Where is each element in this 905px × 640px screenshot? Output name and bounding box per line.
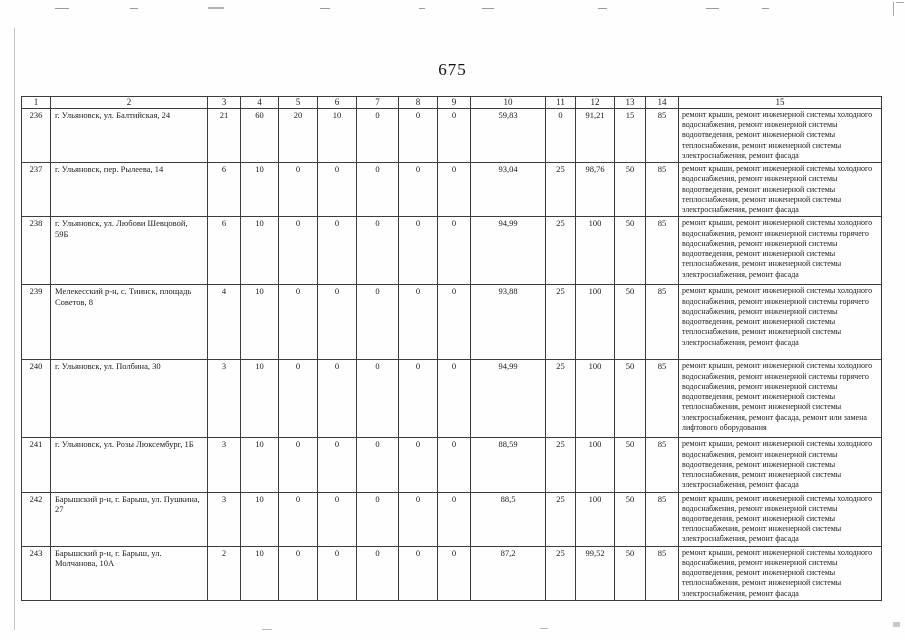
row-number-cell: 238 — [22, 217, 51, 285]
value-cell-10: 93,04 — [471, 163, 546, 217]
value-cell-6: 0 — [318, 285, 357, 360]
value-cell-14: 85 — [646, 360, 679, 438]
address-cell: г. Ульяновск, ул. Балтийская, 24 — [51, 109, 208, 163]
scan-artifact — [893, 2, 894, 16]
scan-artifact — [208, 7, 224, 9]
repairs-table — [21, 96, 882, 601]
value-cell-10: 88,5 — [471, 492, 546, 546]
value-cell-5: 0 — [279, 360, 318, 438]
value-cell-13: 50 — [615, 285, 646, 360]
scan-artifact — [320, 8, 330, 9]
value-cell-8: 0 — [399, 360, 438, 438]
row-number-cell: 241 — [22, 438, 51, 492]
value-cell-6: 10 — [318, 109, 357, 163]
value-cell-3: 3 — [208, 438, 241, 492]
value-cell-9: 0 — [438, 438, 471, 492]
value-cell-12: 98,76 — [576, 163, 615, 217]
column-header-8: 8 — [399, 97, 438, 109]
works-cell: ремонт крыши, ремонт инженерной системы холодного водоснабжения, ремонт инженерной системы водоотведения, ремонт инженерной системы теплоснабжения, ремонт инженерной системы электроснабжения, ремонт фасада — [679, 546, 882, 600]
column-header-13: 13 — [615, 97, 646, 109]
scan-artifact — [706, 8, 719, 9]
table-row — [22, 217, 882, 285]
scan-artifact — [130, 8, 138, 9]
value-cell-14: 85 — [646, 163, 679, 217]
works-cell: ремонт крыши, ремонт инженерной системы холодного водоснабжения, ремонт инженерной системы горячего водоснабжения, ремонт инженерной системы водоотведения, ремонт инженерной системы теплоснабжения, ремонт инженерной системы электроснабжения, ремонт фасада — [679, 217, 882, 285]
table-row — [22, 546, 882, 600]
value-cell-3: 21 — [208, 109, 241, 163]
value-cell-10: 94,99 — [471, 360, 546, 438]
scan-artifact — [896, 2, 904, 3]
value-cell-3: 3 — [208, 360, 241, 438]
value-cell-9: 0 — [438, 217, 471, 285]
row-number-cell: 243 — [22, 546, 51, 600]
value-cell-12: 99,52 — [576, 546, 615, 600]
value-cell-14: 85 — [646, 109, 679, 163]
table-row — [22, 438, 882, 492]
value-cell-8: 0 — [399, 109, 438, 163]
value-cell-6: 0 — [318, 163, 357, 217]
row-number-cell: 242 — [22, 492, 51, 546]
column-header-9: 9 — [438, 97, 471, 109]
value-cell-10: 94,99 — [471, 217, 546, 285]
column-header-10: 10 — [471, 97, 546, 109]
value-cell-12: 100 — [576, 438, 615, 492]
scan-artifact — [55, 8, 69, 9]
column-header-12: 12 — [576, 97, 615, 109]
value-cell-7: 0 — [357, 285, 399, 360]
row-number-cell: 236 — [22, 109, 51, 163]
value-cell-8: 0 — [399, 163, 438, 217]
value-cell-8: 0 — [399, 217, 438, 285]
value-cell-6: 0 — [318, 360, 357, 438]
value-cell-11: 25 — [546, 546, 576, 600]
value-cell-8: 0 — [399, 438, 438, 492]
value-cell-4: 10 — [241, 438, 279, 492]
value-cell-9: 0 — [438, 285, 471, 360]
column-header-15: 15 — [679, 97, 882, 109]
column-header-2: 2 — [51, 97, 208, 109]
value-cell-13: 50 — [615, 438, 646, 492]
row-number-cell: 239 — [22, 285, 51, 360]
value-cell-4: 10 — [241, 163, 279, 217]
scan-artifact — [893, 622, 900, 627]
value-cell-4: 10 — [241, 285, 279, 360]
value-cell-10: 87,2 — [471, 546, 546, 600]
value-cell-11: 25 — [546, 285, 576, 360]
address-cell: Барышский р-н, г. Барыш, ул. Молчанова, 10А — [51, 546, 208, 600]
value-cell-14: 85 — [646, 217, 679, 285]
works-cell: ремонт крыши, ремонт инженерной системы холодного водоснабжения, ремонт инженерной системы водоотведения, ремонт инженерной системы теплоснабжения, ремонт инженерной системы электроснабжения, ремонт фасада — [679, 163, 882, 217]
value-cell-11: 0 — [546, 109, 576, 163]
value-cell-13: 15 — [615, 109, 646, 163]
column-header-6: 6 — [318, 97, 357, 109]
value-cell-11: 25 — [546, 163, 576, 217]
value-cell-7: 0 — [357, 217, 399, 285]
value-cell-5: 0 — [279, 217, 318, 285]
value-cell-6: 0 — [318, 492, 357, 546]
table-row — [22, 285, 882, 360]
value-cell-5: 0 — [279, 163, 318, 217]
scan-artifact — [262, 629, 272, 630]
value-cell-5: 0 — [279, 546, 318, 600]
value-cell-11: 25 — [546, 360, 576, 438]
works-cell: ремонт крыши, ремонт инженерной системы холодного водоснабжения, ремонт инженерной системы горячего водоснабжения, ремонт инженерной системы водоотведения, ремонт инженерной системы теплоснабжения, ремонт инженерной системы электроснабжения, ремонт фасада, ремонт или замена лифтового оборудования — [679, 360, 882, 438]
value-cell-13: 50 — [615, 360, 646, 438]
address-cell: г. Ульяновск, ул. Любови Шевцовой, 59Б — [51, 217, 208, 285]
table-row — [22, 163, 882, 217]
column-header-3: 3 — [208, 97, 241, 109]
table-row — [22, 109, 882, 163]
value-cell-8: 0 — [399, 285, 438, 360]
value-cell-5: 0 — [279, 492, 318, 546]
value-cell-14: 85 — [646, 285, 679, 360]
value-cell-12: 100 — [576, 217, 615, 285]
value-cell-10: 93,88 — [471, 285, 546, 360]
works-cell: ремонт крыши, ремонт инженерной системы холодного водоснабжения, ремонт инженерной системы водоотведения, ремонт инженерной системы теплоснабжения, ремонт инженерной системы электроснабжения, ремонт фасада — [679, 109, 882, 163]
value-cell-6: 0 — [318, 546, 357, 600]
value-cell-12: 100 — [576, 360, 615, 438]
address-cell: г. Ульяновск, ул. Полбина, 30 — [51, 360, 208, 438]
value-cell-11: 25 — [546, 438, 576, 492]
value-cell-3: 6 — [208, 217, 241, 285]
table-header-row — [22, 97, 882, 109]
row-number-cell: 240 — [22, 360, 51, 438]
scan-artifact — [762, 8, 769, 9]
value-cell-7: 0 — [357, 438, 399, 492]
value-cell-5: 0 — [279, 438, 318, 492]
address-cell: Мелекесский р-н, с. Тиинск, площадь Советов, 8 — [51, 285, 208, 360]
value-cell-9: 0 — [438, 546, 471, 600]
value-cell-9: 0 — [438, 163, 471, 217]
value-cell-9: 0 — [438, 492, 471, 546]
value-cell-13: 50 — [615, 546, 646, 600]
value-cell-13: 50 — [615, 163, 646, 217]
value-cell-3: 2 — [208, 546, 241, 600]
table-row — [22, 492, 882, 546]
value-cell-4: 10 — [241, 546, 279, 600]
value-cell-4: 10 — [241, 217, 279, 285]
value-cell-3: 3 — [208, 492, 241, 546]
scan-edge-line — [14, 28, 15, 630]
value-cell-7: 0 — [357, 360, 399, 438]
value-cell-7: 0 — [357, 492, 399, 546]
value-cell-6: 0 — [318, 217, 357, 285]
value-cell-12: 100 — [576, 285, 615, 360]
value-cell-9: 0 — [438, 109, 471, 163]
works-cell: ремонт крыши, ремонт инженерной системы холодного водоснабжения, ремонт инженерной системы горячего водоснабжения, ремонт инженерной системы водоотведения, ремонт инженерной системы теплоснабжения, ремонт инженерной системы электроснабжения, ремонт фасада — [679, 285, 882, 360]
value-cell-14: 85 — [646, 546, 679, 600]
value-cell-9: 0 — [438, 360, 471, 438]
value-cell-5: 0 — [279, 285, 318, 360]
column-header-4: 4 — [241, 97, 279, 109]
value-cell-3: 6 — [208, 163, 241, 217]
value-cell-12: 91,21 — [576, 109, 615, 163]
value-cell-14: 85 — [646, 438, 679, 492]
value-cell-4: 10 — [241, 492, 279, 546]
column-header-7: 7 — [357, 97, 399, 109]
scan-artifact — [598, 8, 607, 9]
column-header-5: 5 — [279, 97, 318, 109]
column-header-11: 11 — [546, 97, 576, 109]
address-cell: г. Ульяновск, пер. Рылеева, 14 — [51, 163, 208, 217]
value-cell-7: 0 — [357, 163, 399, 217]
value-cell-8: 0 — [399, 546, 438, 600]
value-cell-6: 0 — [318, 438, 357, 492]
value-cell-11: 25 — [546, 492, 576, 546]
value-cell-11: 25 — [546, 217, 576, 285]
row-number-cell: 237 — [22, 163, 51, 217]
column-header-1: 1 — [22, 97, 51, 109]
scan-artifact — [419, 8, 425, 9]
value-cell-8: 0 — [399, 492, 438, 546]
value-cell-12: 100 — [576, 492, 615, 546]
value-cell-4: 60 — [241, 109, 279, 163]
value-cell-10: 59,83 — [471, 109, 546, 163]
address-cell: Барышский р-н, г. Барыш, ул. Пушкина, 27 — [51, 492, 208, 546]
scan-artifact — [482, 8, 494, 9]
value-cell-7: 0 — [357, 109, 399, 163]
table-row — [22, 360, 882, 438]
works-cell: ремонт крыши, ремонт инженерной системы холодного водоснабжения, ремонт инженерной системы водоотведения, ремонт инженерной системы теплоснабжения, ремонт инженерной системы электроснабжения, ремонт фасада — [679, 492, 882, 546]
value-cell-4: 10 — [241, 360, 279, 438]
value-cell-10: 88,59 — [471, 438, 546, 492]
scan-artifact — [540, 628, 548, 629]
value-cell-13: 50 — [615, 217, 646, 285]
value-cell-13: 50 — [615, 492, 646, 546]
value-cell-14: 85 — [646, 492, 679, 546]
page-number: 675 — [438, 60, 467, 79]
works-cell: ремонт крыши, ремонт инженерной системы холодного водоснабжения, ремонт инженерной системы водоотведения, ремонт инженерной системы теплоснабжения, ремонт инженерной системы электроснабжения, ремонт фасада — [679, 438, 882, 492]
value-cell-3: 4 — [208, 285, 241, 360]
address-cell: г. Ульяновск, ул. Розы Люксембург, 1Б — [51, 438, 208, 492]
column-header-14: 14 — [646, 97, 679, 109]
value-cell-5: 20 — [279, 109, 318, 163]
value-cell-7: 0 — [357, 546, 399, 600]
